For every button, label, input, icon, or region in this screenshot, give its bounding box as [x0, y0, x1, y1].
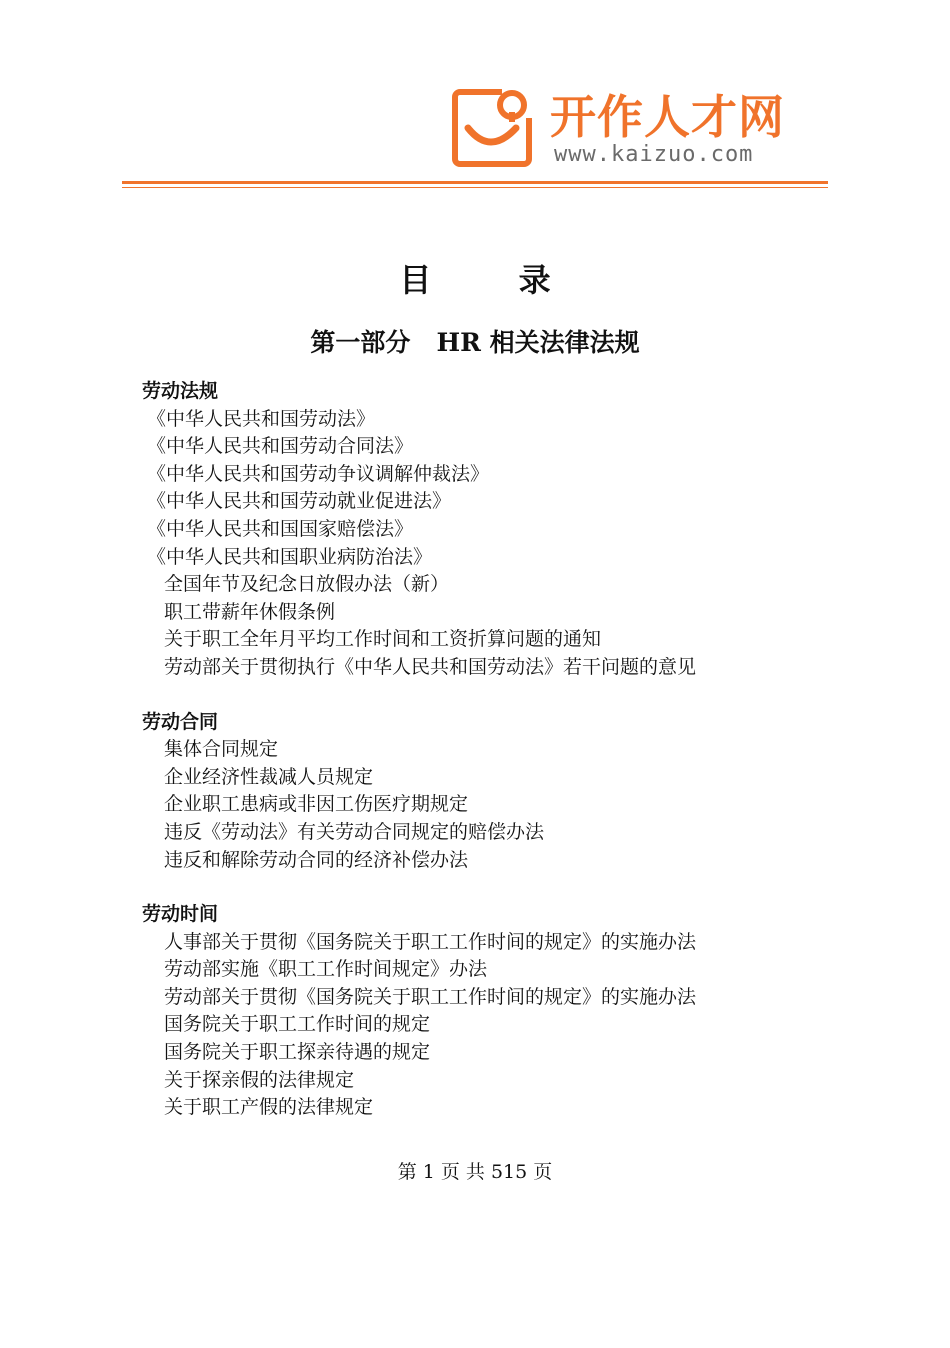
toc-item[interactable]: 职工带薪年休假条例 [164, 600, 336, 623]
toc-item[interactable]: 劳动部关于贯彻执行《中华人民共和国劳动法》若干问题的意见 [164, 655, 697, 678]
toc-section-working-hours [142, 901, 822, 1122]
logo-name: 开作人才网 [550, 90, 785, 144]
toc-item[interactable]: 企业经济性裁减人员规定 [164, 765, 374, 788]
header-divider-thin [122, 187, 828, 188]
toc-section-labor-law [142, 378, 822, 682]
toc-item[interactable]: 劳动部关于贯彻《国务院关于职工工作时间的规定》的实施办法 [164, 985, 697, 1008]
page-header [0, 0, 950, 200]
part-title: 第一部分 HR 相关法律法规 [310, 328, 640, 357]
toc-item[interactable]: 集体合同规定 [164, 738, 279, 761]
page-number: 第 1 页 共 515 页 [397, 1161, 553, 1183]
toc-item[interactable]: 《中华人民共和国国家赔偿法》 [147, 517, 414, 540]
toc-item[interactable]: 违反《劳动法》有关劳动合同规定的赔偿办法 [164, 820, 545, 843]
toc-item[interactable]: 关于职工全年月平均工作时间和工资折算问题的通知 [164, 628, 602, 651]
toc-item[interactable]: 《中华人民共和国劳动法》 [147, 407, 376, 430]
toc-item[interactable]: 《中华人民共和国劳动合同法》 [147, 435, 414, 458]
section-list [142, 406, 822, 682]
toc-section-labor-contract [142, 709, 822, 875]
toc-item[interactable]: 全国年节及纪念日放假办法（新） [164, 573, 450, 596]
section-heading: 劳动合同 [142, 710, 219, 733]
toc-title: 目 录 [399, 261, 589, 299]
toc-item[interactable]: 《中华人民共和国职业病防治法》 [147, 545, 433, 568]
toc-item[interactable]: 国务院关于职工工作时间的规定 [164, 1013, 431, 1036]
toc-item[interactable]: 《中华人民共和国劳动争议调解仲裁法》 [147, 462, 490, 485]
header-divider-thick [122, 181, 828, 184]
smiley-resume-icon [452, 88, 536, 168]
section-heading: 劳动法规 [142, 380, 219, 402]
kaizuo-logo [452, 88, 832, 172]
section-list [142, 736, 822, 874]
section-list [142, 929, 822, 1122]
toc-content [142, 378, 822, 1149]
toc-item[interactable]: 关于职工产假的法律规定 [164, 1096, 374, 1119]
toc-item[interactable]: 《中华人民共和国劳动就业促进法》 [147, 490, 452, 513]
toc-item[interactable]: 企业职工患病或非因工伤医疗期规定 [164, 793, 469, 816]
toc-item[interactable]: 人事部关于贯彻《国务院关于职工工作时间的规定》的实施办法 [164, 930, 697, 953]
toc-item[interactable]: 关于探亲假的法律规定 [164, 1068, 355, 1091]
toc-item[interactable]: 违反和解除劳动合同的经济补偿办法 [164, 848, 469, 871]
toc-item[interactable]: 国务院关于职工探亲待遇的规定 [164, 1041, 431, 1064]
section-heading: 劳动时间 [142, 903, 219, 926]
toc-item[interactable]: 劳动部实施《职工工作时间规定》办法 [164, 958, 488, 981]
logo-url: www.kaizuo.com [554, 142, 754, 167]
